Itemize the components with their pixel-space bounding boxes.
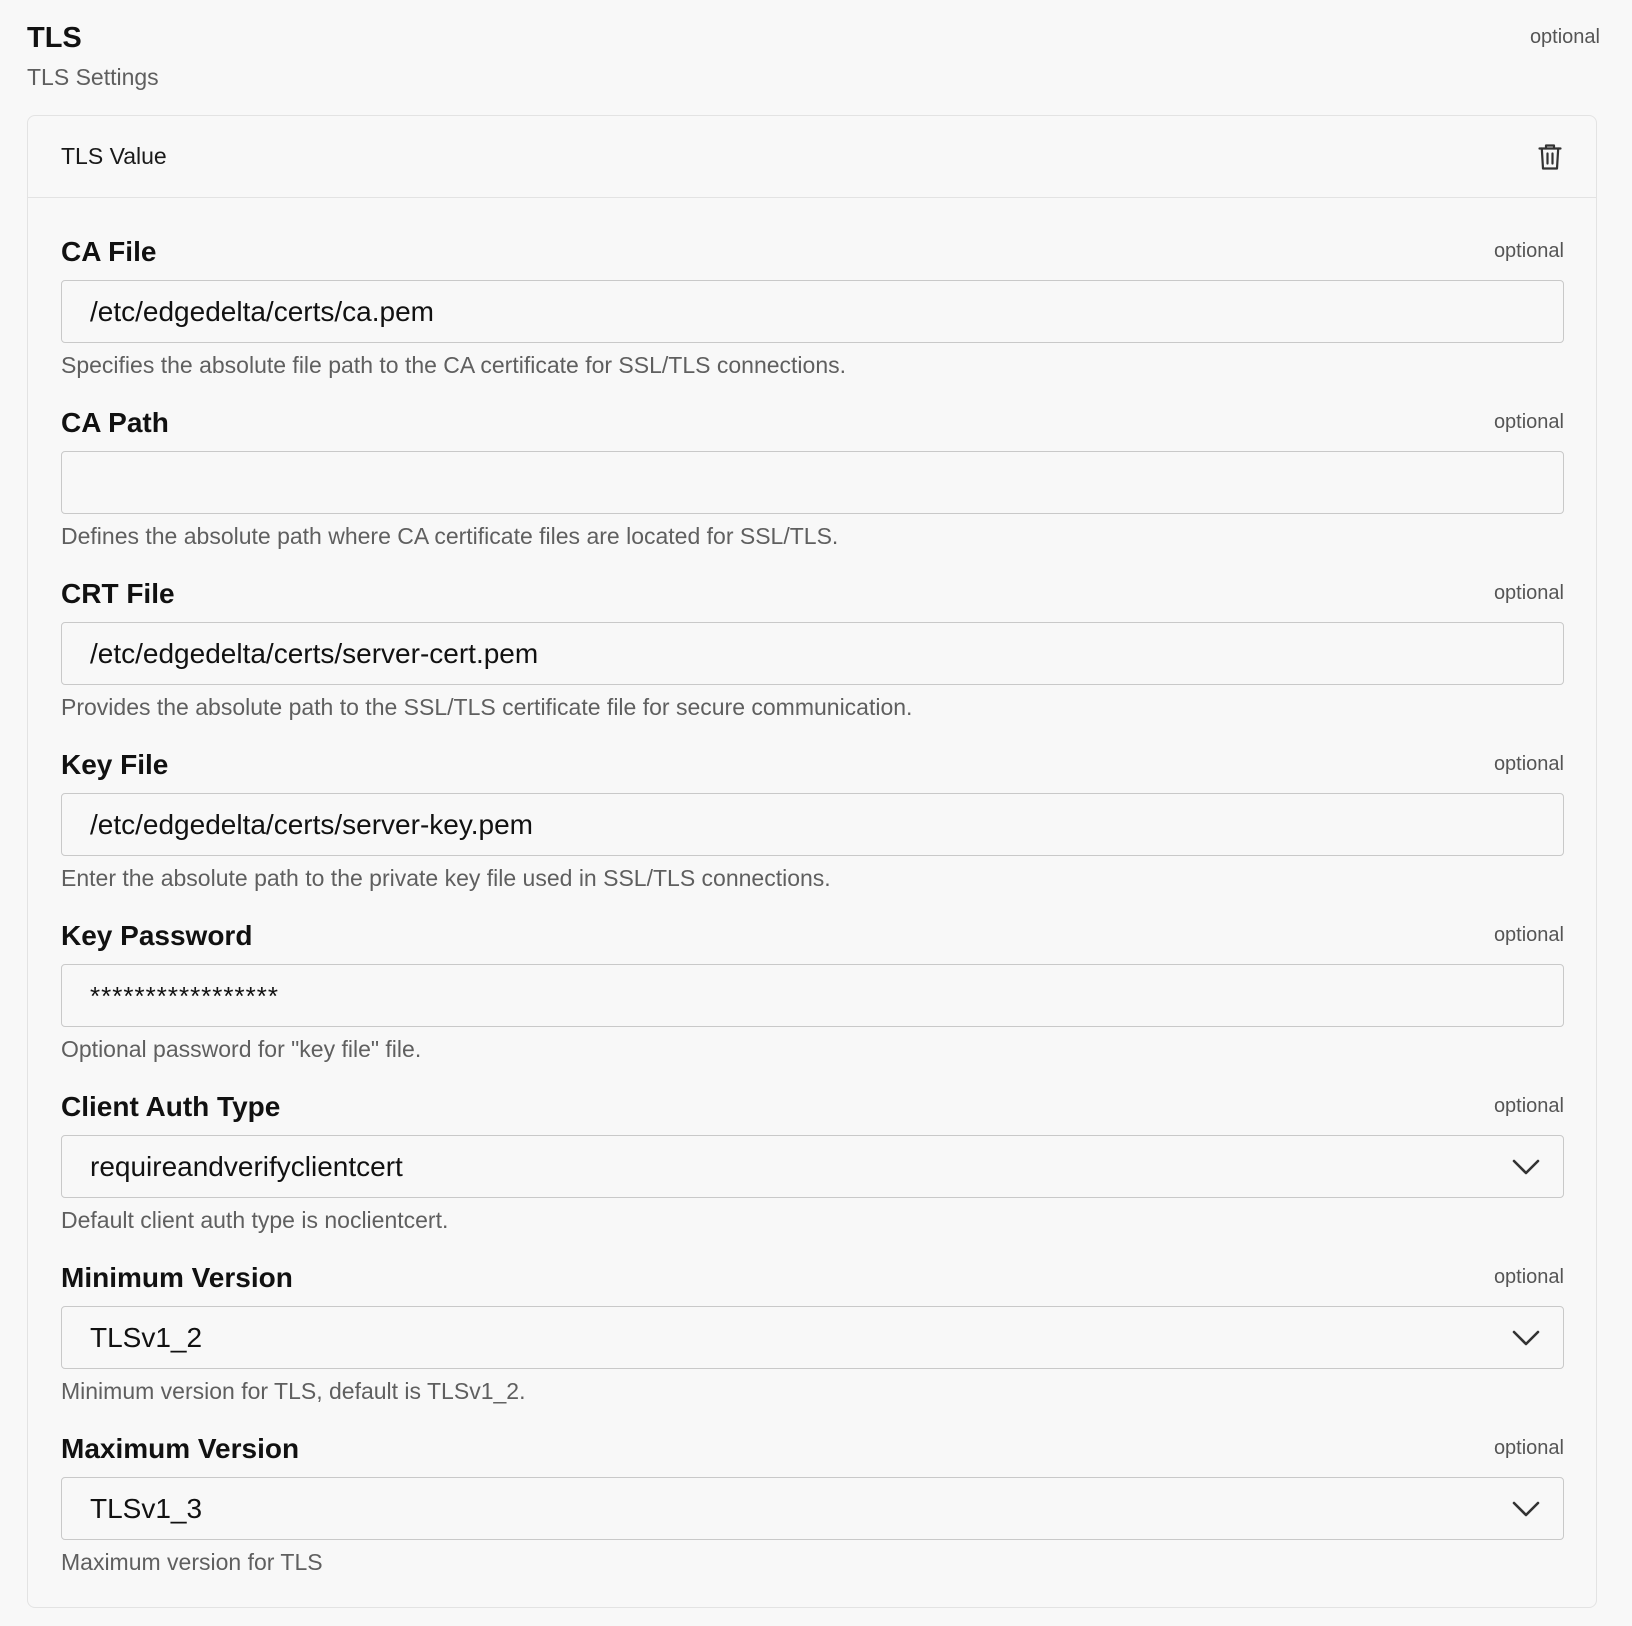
- selected-value: requireandverifyclientcert: [90, 1150, 403, 1182]
- field-help: Minimum version for TLS, default is TLSv1_2.: [61, 1378, 526, 1404]
- field-client-auth-type: [61, 1089, 1564, 1260]
- selected-value: TLSv1_3: [90, 1492, 203, 1524]
- card-header: [28, 116, 1596, 198]
- trash-icon: [1538, 143, 1562, 171]
- section-title: TLS: [27, 22, 82, 54]
- ca-file-input[interactable]: [61, 280, 1564, 343]
- chevron-down-icon: [1511, 1496, 1541, 1522]
- field-label: Key Password: [61, 920, 253, 951]
- optional-tag: optional: [1493, 924, 1564, 946]
- field-help: Defines the absolute path where CA certificate files are located for SSL/TLS.: [61, 523, 839, 549]
- field-ca-path: [61, 405, 1564, 576]
- minimum-version-select[interactable]: [61, 1306, 1564, 1369]
- field-ca-file: [61, 234, 1564, 405]
- field-help: Provides the absolute path to the SSL/TLS certificate file for secure communication.: [61, 694, 913, 720]
- key-password-input[interactable]: [61, 964, 1564, 1027]
- client-auth-type-select[interactable]: [61, 1135, 1564, 1198]
- field-label: CRT File: [61, 578, 175, 609]
- field-label: Minimum Version: [61, 1262, 293, 1293]
- field-key-file: [61, 747, 1564, 918]
- optional-tag: optional: [1493, 582, 1564, 604]
- input-value: /etc/edgedelta/certs/ca.pem: [90, 295, 434, 327]
- ca-path-input[interactable]: [61, 451, 1564, 514]
- field-help: Specifies the absolute file path to the CA certificate for SSL/TLS connections.: [61, 352, 846, 378]
- optional-tag: optional: [1493, 411, 1564, 433]
- field-help: Enter the absolute path to the private key file used in SSL/TLS connections.: [61, 865, 831, 891]
- field-help: Optional password for "key file" file.: [61, 1036, 422, 1062]
- field-label: Maximum Version: [61, 1433, 300, 1464]
- crt-file-input[interactable]: [61, 622, 1564, 685]
- key-file-input[interactable]: [61, 793, 1564, 856]
- field-maximum-version: [61, 1431, 1564, 1602]
- field-minimum-version: [61, 1260, 1564, 1431]
- optional-tag: optional: [1493, 1095, 1564, 1117]
- field-key-password: [61, 918, 1564, 1089]
- section-optional-tag: optional: [1529, 26, 1600, 48]
- field-label: CA Path: [61, 407, 169, 438]
- tls-section-header: [27, 18, 1600, 93]
- input-value: /etc/edgedelta/certs/server-cert.pem: [90, 637, 539, 669]
- card-title: TLS Value: [61, 143, 167, 169]
- input-value: /etc/edgedelta/certs/server-key.pem: [90, 808, 534, 840]
- chevron-down-icon: [1511, 1325, 1541, 1351]
- chevron-down-icon: [1511, 1154, 1541, 1180]
- field-label: Client Auth Type: [61, 1091, 281, 1122]
- field-label: Key File: [61, 749, 169, 780]
- delete-button[interactable]: [1534, 140, 1566, 174]
- optional-tag: optional: [1493, 1437, 1564, 1459]
- tls-value-card: [27, 115, 1597, 1608]
- field-help: Default client auth type is noclientcert.: [61, 1207, 449, 1233]
- field-crt-file: [61, 576, 1564, 747]
- field-label: CA File: [61, 236, 157, 267]
- tls-fields: [61, 234, 1564, 1602]
- selected-value: TLSv1_2: [90, 1321, 203, 1353]
- input-value: *****************: [90, 980, 280, 1011]
- optional-tag: optional: [1493, 1266, 1564, 1288]
- field-help: Maximum version for TLS: [61, 1549, 323, 1575]
- section-subtitle: TLS Settings: [27, 64, 159, 90]
- optional-tag: optional: [1493, 753, 1564, 775]
- optional-tag: optional: [1493, 240, 1564, 262]
- maximum-version-select[interactable]: [61, 1477, 1564, 1540]
